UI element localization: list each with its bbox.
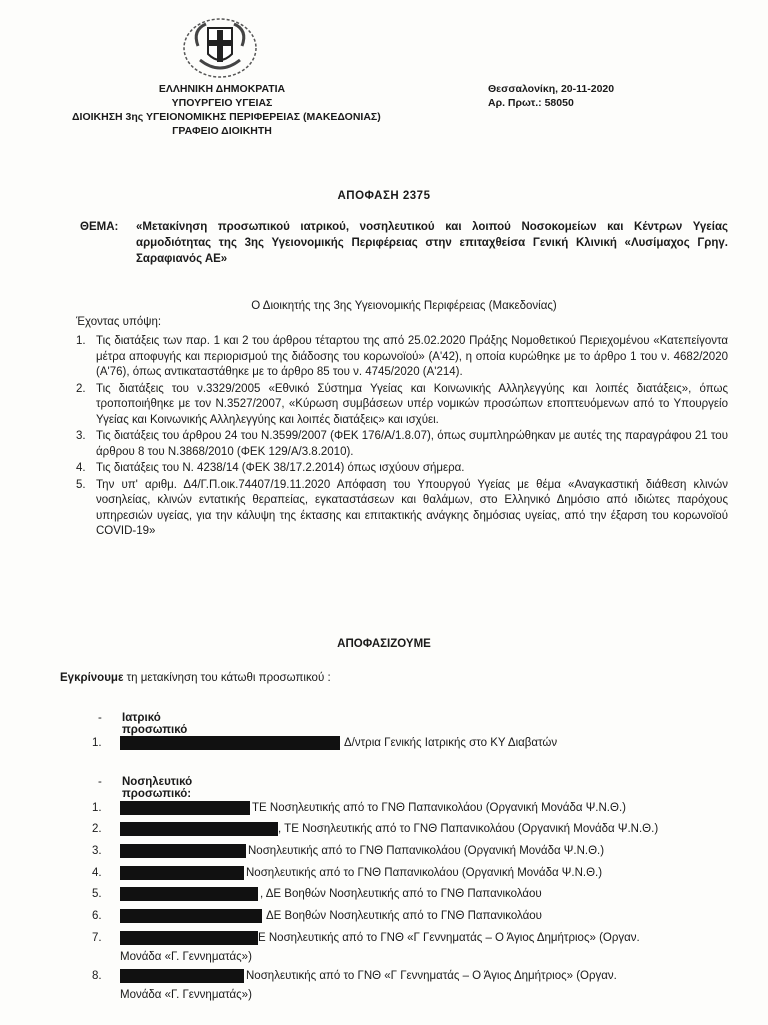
row-text-continued: Μονάδα «Γ. Γεννηματάς») (120, 951, 252, 963)
considerations-list (76, 334, 728, 541)
list-item (76, 382, 728, 429)
row-text: , ΔΕ Βοηθών Νοσηλευτικής από το ΓΝΘ Παπανικολάου (260, 888, 542, 900)
issuer-line: ΕΛΛΗΝΙΚΗ ΔΗΜΟΚΡΑΤΙΑ (158, 83, 286, 95)
row-number: 8. (92, 970, 102, 982)
redaction-bar (120, 736, 340, 750)
item-number: 5. (76, 478, 86, 491)
subject-label: ΘΕΜΑ: (80, 221, 119, 233)
approve-line (60, 672, 331, 684)
protocol-number: Αρ. Πρωτ.: 58050 (488, 97, 574, 109)
item-text: Τις διατάξεις του άρθρου 24 του Ν.3599/2007 (ΦΕΚ 176/Α/1.8.07), όπως συμπληρώθηκαν με αυτές της παραγράφου 21 του άρθρου 8 του Ν.3868/2010 (ΦΕΚ 129/Α/3.8.2010). (96, 430, 728, 458)
dash-bullet: - (98, 712, 102, 724)
item-number: 1. (76, 335, 86, 347)
issuer-line: ΔΙΟΙΚΗΣΗ 3ης ΥΓΕΙΟΝΟΜΙΚΗΣ ΠΕΡΙΦΕΡΕΙΑΣ (ΜΑΚΕΔΟΝΙΑΣ) (72, 111, 381, 123)
row-number: 5. (92, 888, 102, 900)
list-item (76, 461, 728, 477)
row-number: 6. (92, 910, 102, 922)
issuer-block (72, 82, 381, 138)
list-item (76, 478, 728, 540)
approve-bold: Εγκρίνουμε (60, 672, 124, 684)
row-text: Νοσηλευτικής από το ΓΝΘ Παπανικολάου (Οργανική Μονάδα Ψ.Ν.Θ.) (246, 867, 603, 879)
decide-heading: ΑΠΟΦΑΣΙΖΟΥΜΕ (337, 638, 431, 650)
redaction-bar (120, 969, 244, 983)
row-text: Νοσηλευτικής από το ΓΝΘ Παπανικολάου (Οργανική Μονάδα Ψ.Ν.Θ.) (248, 845, 605, 857)
dash-bullet: - (98, 776, 102, 788)
item-number: 4. (76, 462, 86, 474)
greek-coat-of-arms-emblem (176, 16, 264, 80)
row-number: 7. (92, 932, 102, 944)
row-number: 2. (92, 823, 102, 835)
redaction-bar (120, 931, 258, 945)
subject-text: «Μετακίνηση προσωπικού ιατρικού, νοσηλευτικού και λοιπού Νοσοκομείων και Κέντρων Υγείας αρμοδιότητας της 3ης Υγειονομικής Περιφέρειας στην επιταχθείσα Γενική Κλινική «Λυσίμαχος Γρηγ. Σαραφιανός ΑΕ» (136, 221, 728, 265)
row-text-continued: Μονάδα «Γ. Γεννηματάς») (120, 989, 252, 1001)
row-text: ΔΕ Βοηθών Νοσηλευτικής από το ΓΝΘ Παπανικολάου (266, 910, 542, 922)
decision-title: ΑΠΟΦΑΣΗ 2375 (337, 190, 431, 202)
approve-rest: τη μετακίνηση του κάτωθι προσωπικού : (123, 672, 331, 684)
item-number: 3. (76, 430, 86, 442)
authority-line: Ο Διοικητής της 3ης Υγειονομικής Περιφέρειας (Μακεδονίας) (251, 300, 557, 312)
redaction-bar (120, 866, 244, 880)
row-number: 4. (92, 867, 102, 879)
row-text: Δ/ντρια Γενικής Ιατρικής στο ΚΥ Διαβατών (344, 737, 558, 749)
list-item (76, 429, 728, 460)
item-text: Την υπ' αριθμ. Δ4/Γ.Π.οικ.74407/19.11.2020 Απόφαση του Υπουργού Υγείας με θέμα «Αναγκαστική διάθεση κλινών νοσηλείας, κλινών εντατικής θεραπείας, εγκαταστάσεων και θαλάμων, στο Ελληνικό Δημόσιο από ιδιώτες παρόχους υπηρεσιών υγείας, για την κάλυψη της έκτασης και επιτακτικής ανάγκης δημόσιας υγείας, από την έξαρση του κορωνοϊού COVID-19» (96, 478, 728, 537)
row-text: Ε Νοσηλευτικής από το ΓΝΘ «Γ Γεννηματάς – Ο Άγιος Δημήτριος» (Οργαν. (258, 932, 640, 944)
issuer-line: ΥΠΟΥΡΓΕΙΟ ΥΓΕΙΑΣ (171, 97, 273, 109)
issuer-line: ΓΡΑΦΕΙΟ ΔΙΟΙΚΗΤΗ (172, 125, 272, 137)
row-text: Νοσηλευτικής από το ΓΝΘ «Γ Γεννηματάς – Ο Άγιος Δημήτριος» (Οργαν. (246, 970, 617, 982)
row-number: 1. (92, 737, 102, 749)
item-text: Τις διατάξεις των παρ. 1 και 2 του άρθρου τέταρτου της από 25.02.2020 Πράξης Νομοθετικού Περιεχομένου «Κατεπείγοντα μέτρα αποφυγής και περιορισμού της διάδοσης του κορωνοϊού» (Α'42), η οποία κυρώθηκε με το άρθρο 1 του ν. 4682/2020 (Α'76), όπως αντικαταστάθηκε με το άρθρο 85 του ν. 4745/2020 (Α'214). (96, 335, 728, 378)
redaction-bar (120, 822, 278, 836)
medical-title: Ιατρικό προσωπικό (122, 712, 188, 736)
list-item (76, 334, 728, 381)
row-text: , ΤΕ Νοσηλευτικής από το ΓΝΘ Παπανικολάου (Οργανική Μονάδα Ψ.Ν.Θ.) (278, 823, 659, 835)
row-text: ΤΕ Νοσηλευτικής από το ΓΝΘ Παπανικολάου (Οργανική Μονάδα Ψ.Ν.Θ.) (252, 802, 626, 814)
redaction-bar (120, 844, 246, 858)
redaction-bar (120, 909, 262, 923)
row-number: 1. (92, 802, 102, 814)
item-text: Τις διατάξεις του Ν. 4238/14 (ΦΕΚ 38/17.2.2014) όπως ισχύουν σήμερα. (96, 462, 465, 474)
nursing-title: Νοσηλευτικό προσωπικό: (122, 776, 193, 800)
subject-block (80, 219, 728, 267)
item-text: Τις διατάξεις του ν.3329/2005 «Εθνικό Σύστημα Υγείας και Κοινωνικής Αλληλεγγύης και λοιπές διατάξεις», όπως τροποποιήθηκε με τον Ν.3527/2007, «Κύρωση συμβάσεων υπέρ νομικών προσώπων εποπτευόμενων από το Υπουργείο Υγείας και Κοινωνικής Αλληλεγγύης και λοιπές διατάξεις» και ισχύει. (96, 382, 728, 426)
item-number: 2. (76, 382, 86, 395)
redaction-bar (120, 801, 250, 815)
considering-label: Έχοντας υπόψη: (76, 316, 162, 328)
date-protocol-block (488, 82, 614, 110)
row-number: 3. (92, 845, 102, 857)
redaction-bar (120, 887, 258, 901)
document-date: Θεσσαλονίκη, 20-11-2020 (488, 83, 615, 95)
